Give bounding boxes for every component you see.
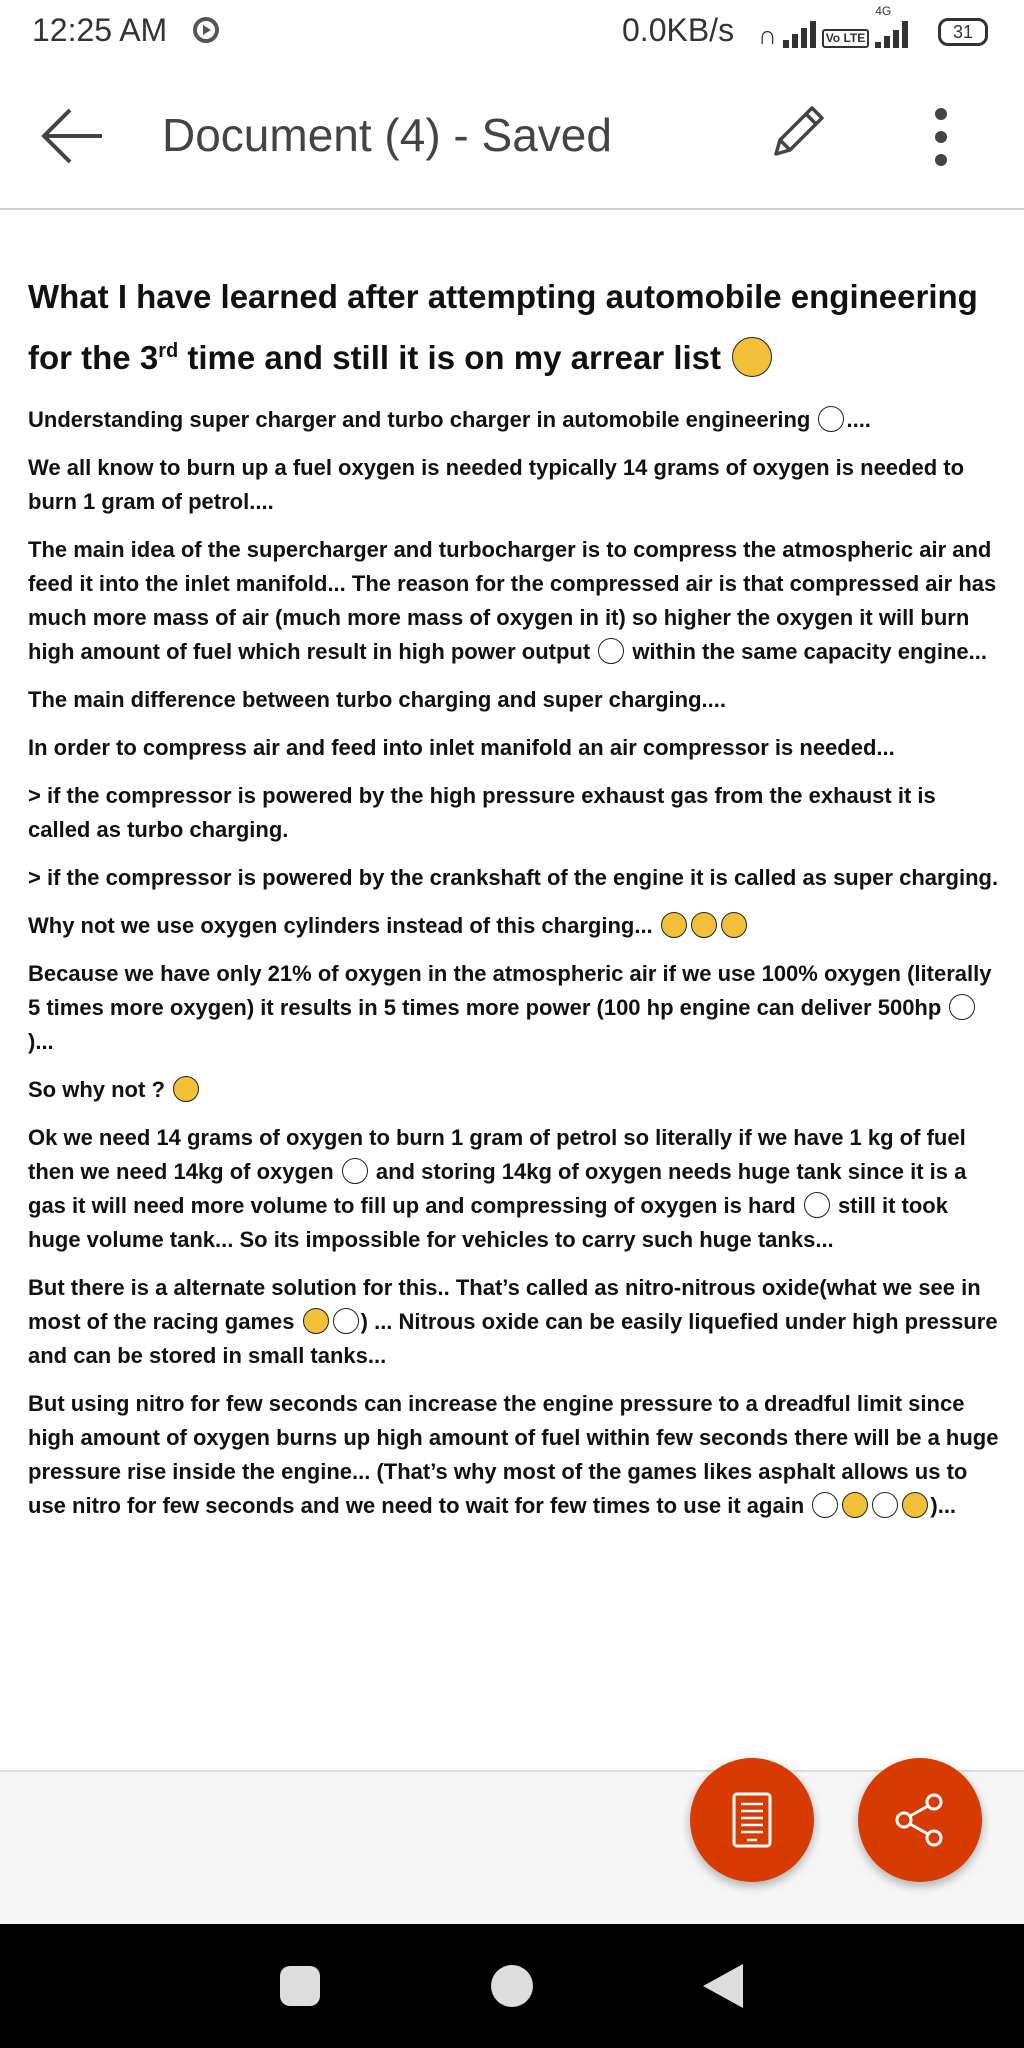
paragraph: > if the compressor is powered by the high pressure exhaust gas from the exhaust it is called as turbo charging. — [28, 783, 936, 842]
battery-icon: 31 — [938, 18, 988, 46]
status-time: 12:25 AM — [32, 12, 168, 48]
document-content — [28, 270, 1003, 1537]
network-type: 4G — [875, 4, 892, 18]
paragraph-text: The main idea of the supercharger and turbocharger is to compress the atmospheric air and feed it into the inlet manifold... The reason for the compressed air is that compressed air has much more mass of air (much more mass of oxygen in it) so higher the oxygen it will burn high amount of fuel which result in high power output — [28, 537, 997, 664]
paragraph — [28, 1121, 1003, 1257]
rofl-face-icon — [842, 1492, 868, 1518]
unamused-face-icon — [732, 337, 772, 377]
paragraph-text: Ok we need 14 grams of oxygen to burn 1 gram of petrol so literally if we have 1 kg of fuel then we need 14kg of oxygen — [28, 1125, 966, 1184]
heading-text-2: time and still it is on my arrear list — [178, 339, 722, 376]
paragraph — [28, 909, 1003, 943]
volte-icon: Vo LTE — [822, 29, 870, 48]
recent-apps-button[interactable] — [280, 1966, 320, 2006]
home-button[interactable] — [491, 1965, 533, 2007]
paragraph — [28, 1271, 1003, 1373]
paragraph-text: So why not ? — [28, 1077, 165, 1102]
thinking-face-icon — [661, 912, 687, 938]
system-navigation-bar — [0, 1924, 1024, 2048]
edit-pencil-icon[interactable] — [768, 102, 828, 162]
paragraph — [28, 533, 1003, 669]
rofl-face-icon — [303, 1308, 329, 1334]
share-icon — [890, 1790, 950, 1850]
paragraph-text: )... — [28, 1029, 54, 1054]
thinking-face-icon — [173, 1076, 199, 1102]
paragraph-text: ) ... Nitrous oxide can be easily liquefied under high pressure and can be stored in small tanks... — [28, 1309, 998, 1368]
paragraph: The main difference between turbo charging and super charging.... — [28, 687, 726, 712]
unamused-face-icon — [818, 406, 844, 432]
document-heading — [28, 270, 1003, 385]
heading-text-1: What I have learned after attempting automobile engineering for the 3 — [28, 278, 978, 376]
share-button[interactable] — [858, 1758, 982, 1882]
media-play-icon — [193, 17, 219, 43]
paragraph — [28, 957, 1003, 1059]
paragraph: In order to compress air and feed into inlet manifold an air compressor is needed... — [28, 735, 895, 760]
back-arrow-icon[interactable] — [40, 106, 106, 166]
paragraph — [28, 1073, 1003, 1107]
paragraph-text: Why not we use oxygen cylinders instead of this charging... — [28, 913, 653, 938]
paragraph-text: Because we have only 21% of oxygen in the atmospheric air if we use 100% oxygen (literally 5 times more oxygen) it results in 5 times more power (100 hp engine can deliver 500hp — [28, 961, 992, 1020]
laughing-face-icon — [333, 1308, 359, 1334]
thinking-face-icon — [691, 912, 717, 938]
paragraph-text: still it took huge volume tank... So its impossible for vehicles to carry such huge tanks... — [28, 1193, 948, 1252]
reader-mode-button[interactable] — [690, 1758, 814, 1882]
paragraph: > if the compressor is powered by the crankshaft of the engine it is called as super charging. — [28, 865, 999, 890]
paragraph: We all know to burn up a fuel oxygen is needed typically 14 grams of oxygen is needed to burn 1 gram of petrol.... — [28, 455, 965, 514]
paragraph-text: But using nitro for few seconds can increase the engine pressure to a dreadful limit since high amount of oxygen burns up high amount of fuel within few seconds there will be a huge pressure rise inside the engine... (That’s why most of the games likes asphalt allows us to use nitro for few seconds and we need to wait for few times to use it again — [28, 1391, 999, 1518]
rofl-face-icon — [902, 1492, 928, 1518]
network-speed: 0.0KB/s — [622, 12, 735, 48]
paragraph-text: Understanding super charger and turbo charger in automobile engineering — [28, 407, 811, 432]
laughing-face-icon — [872, 1492, 898, 1518]
paragraph — [28, 1387, 1003, 1523]
neutral-face-icon — [342, 1158, 368, 1184]
paragraph-text: .... — [846, 407, 871, 432]
signal-bars-icon — [783, 20, 816, 48]
paragraph-text: But there is a alternate solution for this.. That’s called as nitro-nitrous oxide(what we see in most of the racing games — [28, 1275, 981, 1334]
back-button[interactable] — [703, 1964, 743, 2008]
smiling-face-icon — [598, 638, 624, 664]
thinking-face-icon — [721, 912, 747, 938]
app-bar — [0, 64, 1024, 210]
paragraph — [28, 403, 1003, 437]
paragraph-text: )... — [930, 1493, 957, 1518]
status-bar — [0, 0, 1024, 64]
laughing-face-icon — [812, 1492, 838, 1518]
signal-icons — [758, 4, 908, 50]
reader-mode-icon — [722, 1790, 782, 1850]
heading-superscript: rd — [158, 340, 179, 362]
paragraph-text: and storing 14kg of oxygen needs huge tank since it is a gas it will need more volume to fill up and compressing of oxygen is hard — [28, 1159, 967, 1218]
more-options-icon[interactable] — [928, 106, 954, 168]
headset-icon: ∩ — [758, 20, 777, 50]
paragraph-text: within the same capacity engine... — [626, 639, 987, 664]
document-title: Document (4) - Saved — [162, 109, 612, 161]
unamused-face-icon — [804, 1192, 830, 1218]
signal-bars-4g-icon — [875, 4, 908, 48]
smiling-face-icon — [949, 994, 975, 1020]
